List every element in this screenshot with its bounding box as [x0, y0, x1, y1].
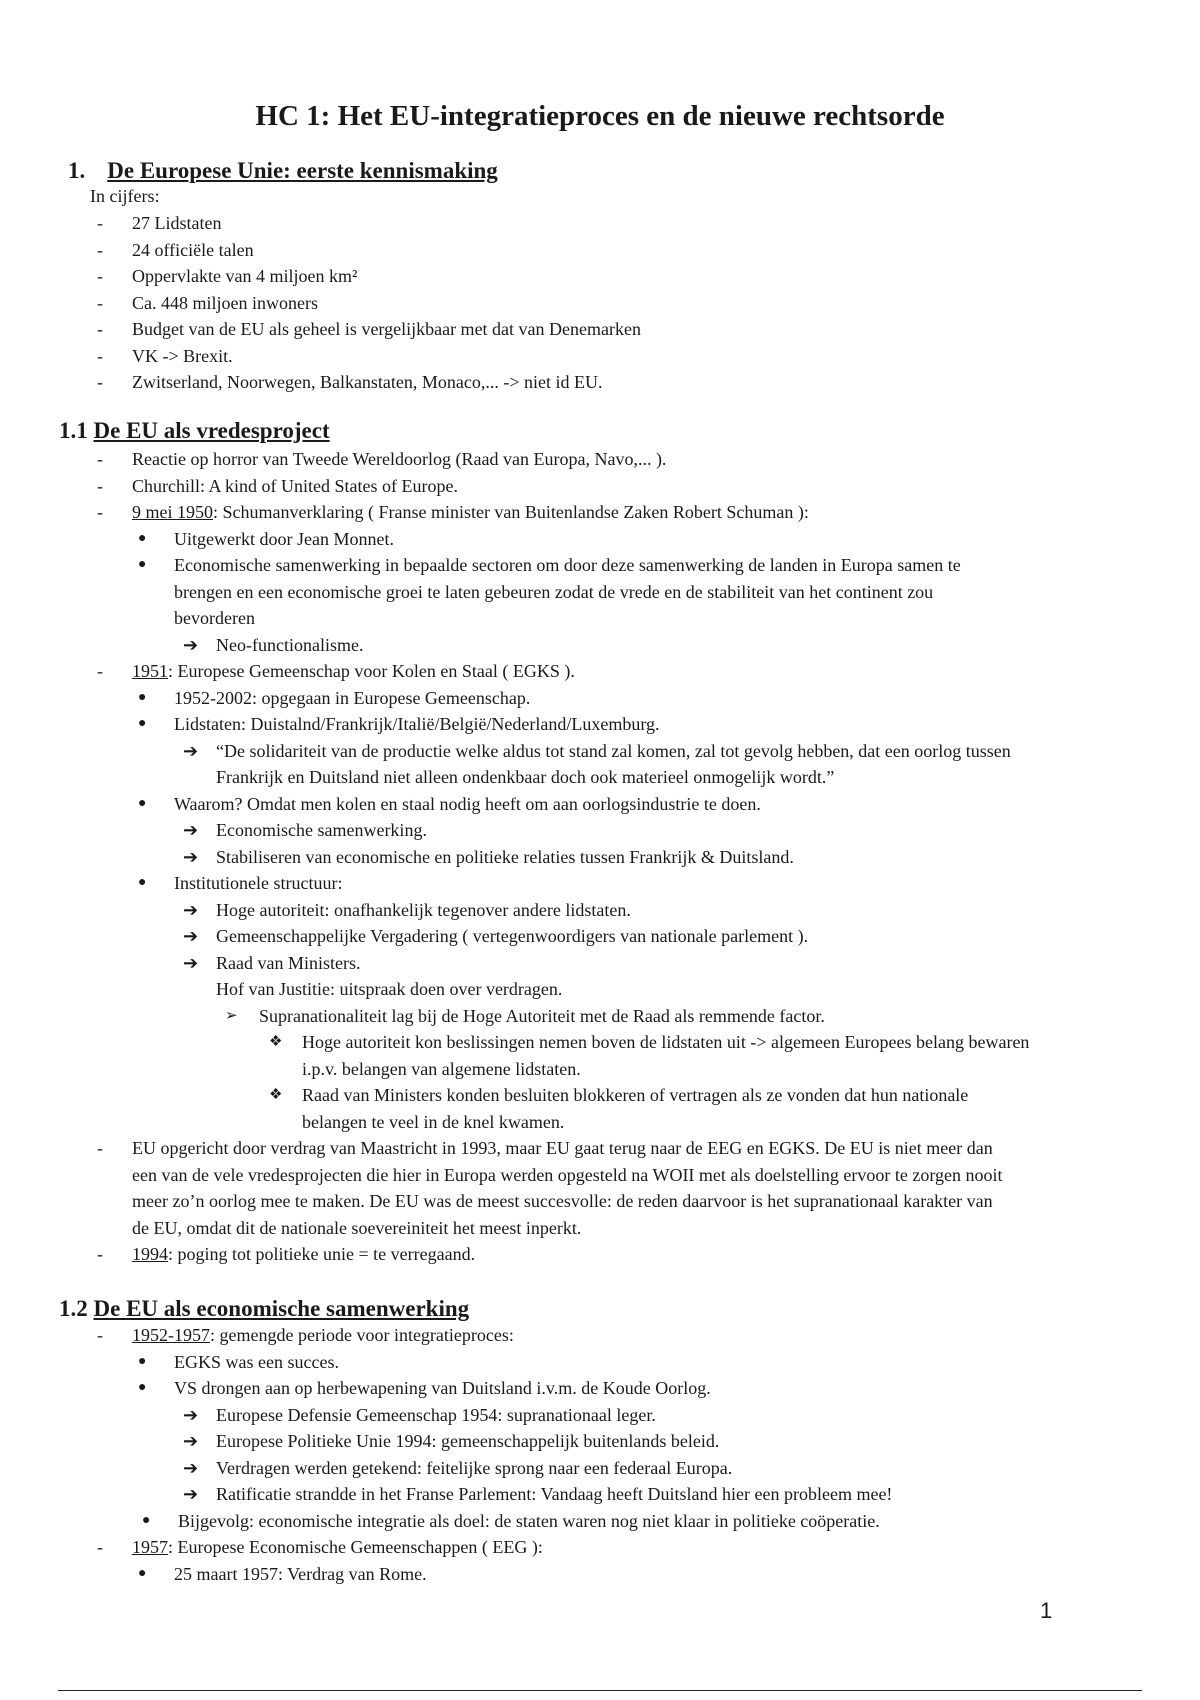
list-item: - Ca. 448 miljoen inwoners [97, 292, 318, 313]
page-title: HC 1: Het EU-integratieproces en de nieuwe rechtsorde [255, 100, 945, 132]
section-number: 1.1 [59, 418, 88, 443]
list-item: ❖ Raad van Ministers konden besluiten blokkeren of vertragen als ze vonden dat hun nationale [269, 1085, 969, 1105]
list-item-continuation: i.p.v. belangen van algemene lidstaten. [302, 1058, 581, 1079]
list-item-continuation: de EU, omdat dit de nationale soevereiniteit het meest inperkt. [132, 1217, 582, 1238]
section-title: De EU als vredesproject [93, 418, 330, 443]
list-item: ➔ Ratificatie strandde in het Franse Parlement: Vandaag heeft Duitsland hier een probleem mee! [183, 1484, 893, 1504]
list-item: ➔ Neo-functionalisme. [183, 634, 364, 655]
list-item: - 24 officiële talen [97, 239, 254, 260]
list-item: ➔ Gemeenschappelijke Vergadering ( vertegenwoordigers van nationale parlement ). [183, 926, 809, 946]
list-item: - EU opgericht door verdrag van Maastricht in 1993, maar EU gaat terug naar de EEG en EGKS. De EU is niet meer dan [97, 1138, 993, 1158]
list-item: - 1994: poging tot politieke unie = te verregaand. [97, 1244, 476, 1264]
list-item: ➔ Hoge autoriteit: onafhankelijk tegenover andere lidstaten. [183, 899, 631, 920]
list-item: - VK -> Brexit. [97, 345, 233, 366]
list-item: ● Lidstaten: Duistalnd/Frankrijk/Italië/België/Nederland/Luxemburg. [138, 714, 660, 734]
list-item: - 1952-1957: gemengde periode voor integratieproces: [97, 1325, 514, 1345]
list-item: ➢ Supranationaliteit lag bij de Hoge Autoriteit met de Raad als remmende factor. [225, 1005, 825, 1026]
list-item: - 27 Lidstaten [97, 213, 222, 233]
list-item: ➔ Raad van Ministers. [183, 952, 361, 973]
list-item: ● Economische samenwerking in bepaalde sectoren om door deze samenwerking de landen in Europa samen te [138, 555, 961, 575]
list-item-continuation: Hof van Justitie: uitspraak doen over verdragen. [216, 979, 563, 999]
section-1-heading [68, 158, 498, 184]
list-item: ➔ Stabiliseren van economische en politieke relaties tussen Frankrijk & Duitsland. [183, 846, 794, 867]
footer-divider [58, 1690, 1142, 1691]
list-item: - Budget van de EU als geheel is vergelijkbaar met dat van Denemarken [97, 319, 641, 339]
list-item-continuation: Frankrijk en Duitsland niet alleen ondenkbaar doch ook materieel onmogelijk wordt.” [216, 767, 835, 787]
list-item: ➔ Europese Defensie Gemeenschap 1954: supranationaal leger. [183, 1404, 656, 1425]
list-item: - Churchill: A kind of United States of Europe. [97, 475, 458, 496]
list-item: - Reactie op horror van Tweede Wereldoorlog (Raad van Europa, Navo,... ). [97, 449, 667, 469]
section-1-1-list [97, 446, 1030, 1268]
intro-text: In cijfers: [90, 186, 160, 206]
list-item: ● Institutionele structuur: [138, 873, 343, 893]
cijfers-list [97, 210, 641, 396]
list-item-continuation: bevorderen [174, 608, 255, 628]
section-number: 1. [68, 158, 86, 183]
list-item: - 1951: Europese Gemeenschap voor Kolen en Staal ( EGKS ). [97, 661, 575, 681]
list-item: - 1957: Europese Economische Gemeenschappen ( EEG ): [97, 1537, 543, 1557]
page-number: 1 [1040, 1598, 1053, 1623]
section-1-2-list [97, 1322, 893, 1587]
section-title: De Europese Unie: eerste kennismaking [107, 158, 498, 183]
list-item: ● Waarom? Omdat men kolen en staal nodig heeft om aan oorlogsindustrie te doen. [138, 793, 761, 814]
list-item-continuation: meer zo’n oorlog mee te maken. De EU was de meest succesvolle: de reden daarvoor is het supranationaal karakter van [132, 1191, 993, 1211]
list-item: ➔ Europese Politieke Unie 1994: gemeenschappelijk buitenlands beleid. [183, 1431, 720, 1451]
list-item: ➔ “De solidariteit van de productie welke aldus tot stand zal komen, zal tot gevolg hebben, dat een oorlog tussen [183, 740, 1011, 761]
list-item-continuation: een van de vele vredesprojecten die hier in Europa werden opgesteld na WOII met als doelstelling ervoor te zorgen nooit [132, 1164, 1003, 1185]
list-item-continuation: belangen te veel in de knel kwamen. [302, 1111, 565, 1132]
list-item: - 9 mei 1950: Schumanverklaring ( Franse minister van Buitenlandse Zaken Robert Schuman ): [97, 502, 809, 522]
list-item: ➔ Economische samenwerking. [183, 820, 427, 840]
section-title: De EU als economische samenwerking [93, 1296, 470, 1321]
list-item: - Zwitserland, Noorwegen, Balkanstaten, Monaco,... -> niet id EU. [97, 372, 603, 392]
list-item: ➔ Verdragen werden getekend: feitelijke sprong naar een federaal Europa. [183, 1457, 733, 1478]
list-item: ● 25 maart 1957: Verdrag van Rome. [138, 1563, 427, 1584]
list-item: ● EGKS was een succes. [138, 1351, 339, 1372]
list-item: ● Bijgevolg: economische integratie als doel: de staten waren nog niet klaar in politieke coöperatie. [142, 1510, 880, 1531]
list-item: ❖ Hoge autoriteit kon beslissingen nemen boven de lidstaten uit -> algemeen Europees belang bewaren [269, 1032, 1030, 1052]
section-number: 1.2 [59, 1296, 88, 1321]
section-1-2-heading [59, 1296, 469, 1322]
list-item-continuation: brengen en een economische groei te laten gebeuren zodat de vrede en de stabiliteit van het continent zou [174, 581, 934, 602]
list-item: ● VS drongen aan op herbewapening van Duitsland i.v.m. de Koude Oorlog. [138, 1378, 711, 1398]
section-1-1-heading [59, 418, 330, 444]
list-item: ● Uitgewerkt door Jean Monnet. [138, 528, 394, 549]
list-item: - Oppervlakte van 4 miljoen km² [97, 266, 358, 286]
list-item: ● 1952-2002: opgegaan in Europese Gemeenschap. [138, 687, 531, 708]
